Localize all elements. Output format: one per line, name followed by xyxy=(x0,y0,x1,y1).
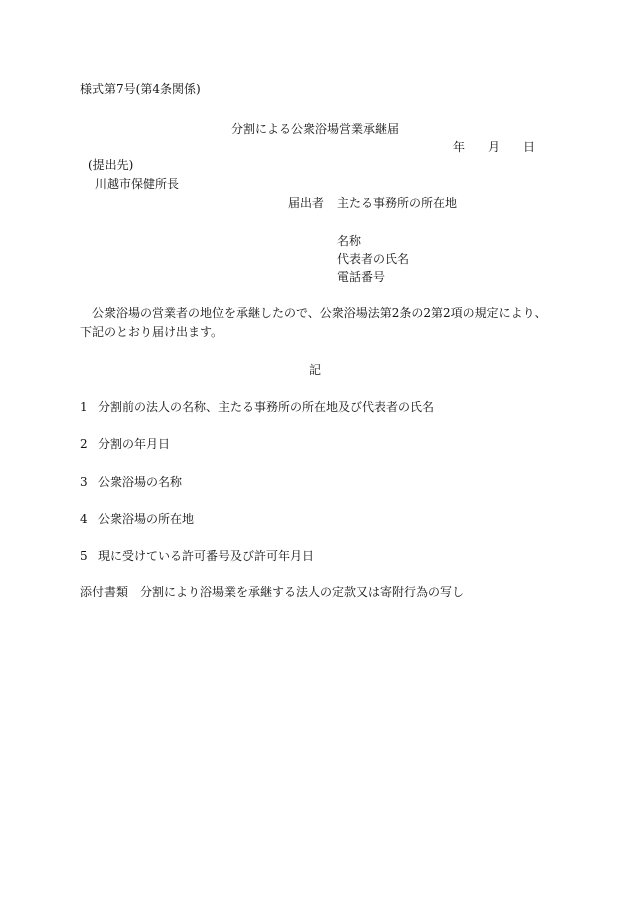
item-text: 分割の年月日 xyxy=(98,437,171,451)
list-item xyxy=(80,511,194,527)
month-label: 月 xyxy=(488,140,501,154)
list-item xyxy=(80,474,182,490)
item-number: 1 xyxy=(80,400,88,414)
addressee-label: (提出先) xyxy=(88,158,134,172)
item-number: 5 xyxy=(80,549,88,563)
filer-label: 届出者 xyxy=(288,196,325,210)
declaration-text: 公衆浴場の営業者の地位を承継したので、公衆浴場法第2条の2第2項の規定により、下記のとおり届け出ます。 xyxy=(80,306,547,339)
filer-name-label: 名称 xyxy=(337,234,362,248)
attachment-line xyxy=(80,584,464,600)
filer-phone-label: 電話番号 xyxy=(337,270,386,284)
list-item xyxy=(80,436,170,452)
item-text: 現に受けている許可番号及び許可年月日 xyxy=(98,549,315,563)
item-text: 公衆浴場の名称 xyxy=(98,475,183,489)
date-row xyxy=(453,139,535,155)
item-number: 3 xyxy=(80,475,88,489)
form-number: 様式第7号(第4条関係) xyxy=(80,82,201,96)
list-item xyxy=(80,399,434,415)
document-title: 分割による公衆浴場営業承継届 xyxy=(230,122,399,136)
ki-heading: 記 xyxy=(308,363,321,377)
day-label: 日 xyxy=(523,140,536,154)
item-text: 公衆浴場の所在地 xyxy=(98,512,195,526)
attachment-label: 添付書類 xyxy=(80,585,129,599)
year-label: 年 xyxy=(453,140,466,154)
list-item xyxy=(80,548,314,564)
item-text: 分割前の法人の名称、主たる事務所の所在地及び代表者の氏名 xyxy=(98,400,435,414)
filer-representative-label: 代表者の氏名 xyxy=(337,252,410,266)
attachment-text: 分割により浴場業を承継する法人の定款又は寄附行為の写し xyxy=(140,585,465,599)
item-number: 2 xyxy=(80,437,88,451)
filer-address-label: 主たる事務所の所在地 xyxy=(337,196,458,210)
item-number: 4 xyxy=(80,512,88,526)
addressee: 川越市保健所長 xyxy=(95,177,180,191)
